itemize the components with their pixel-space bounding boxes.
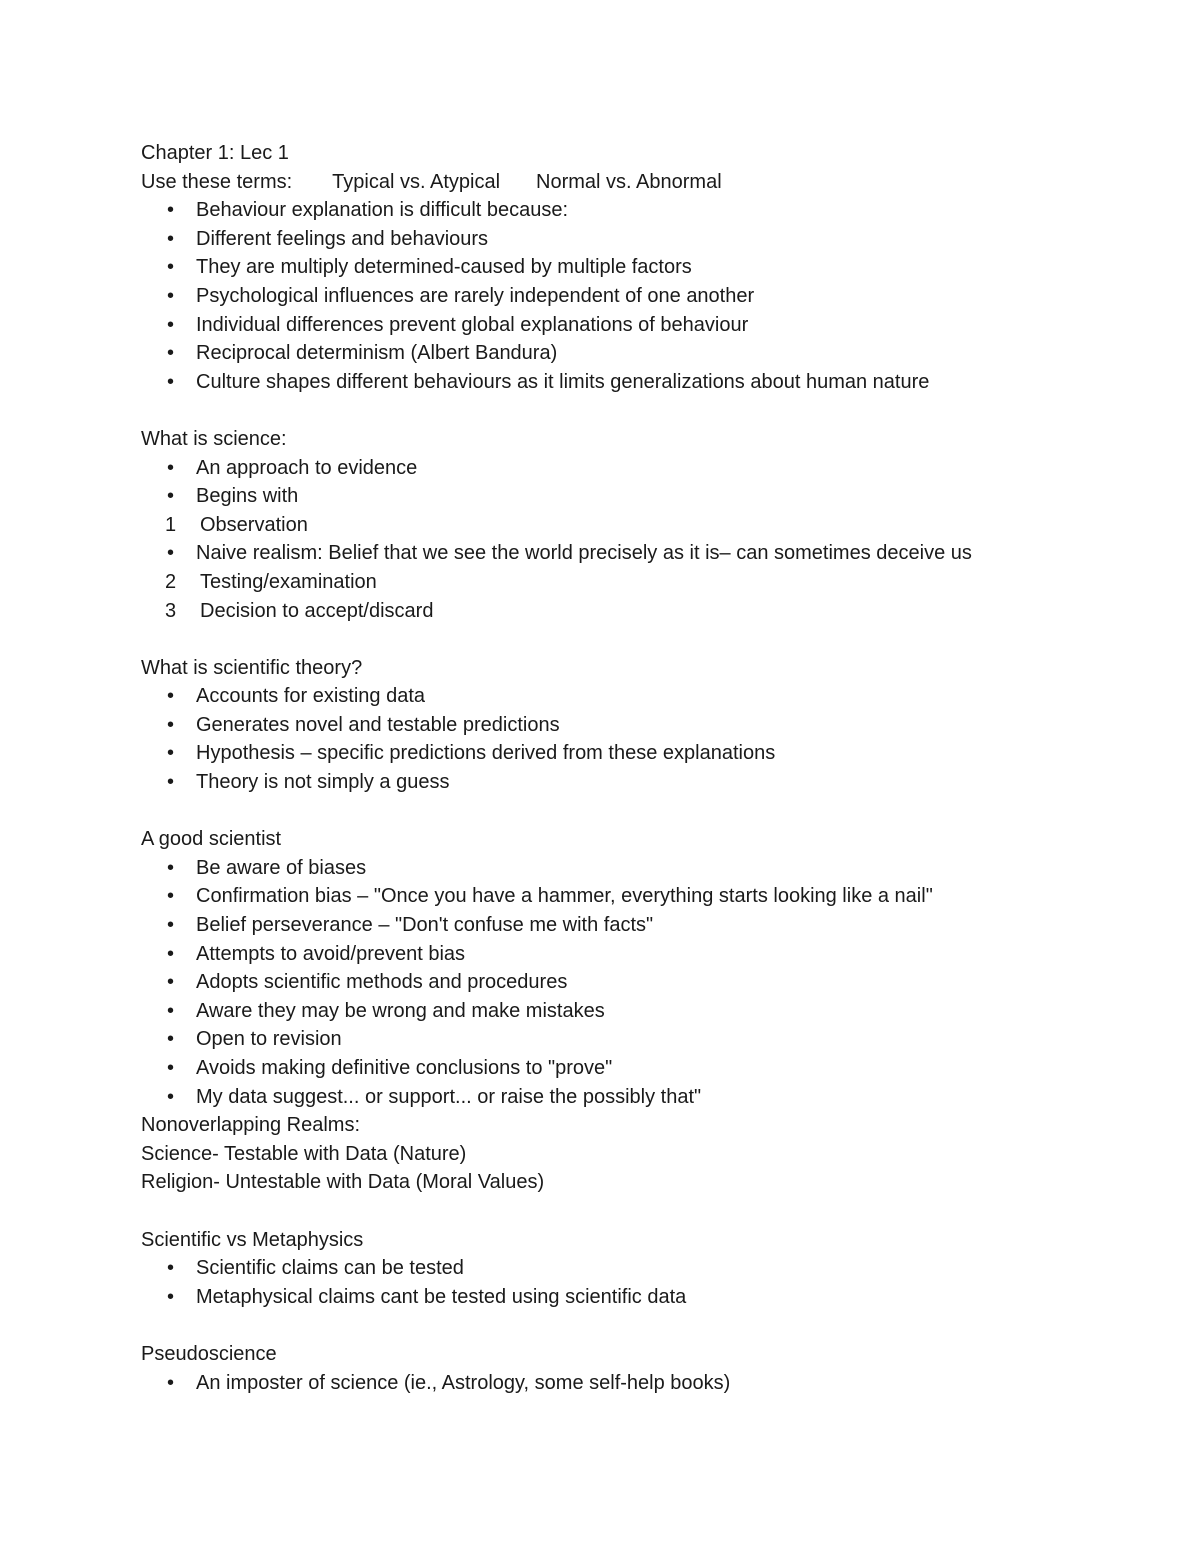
bullet-glyph: • <box>167 1371 175 1394</box>
spacer <box>141 625 1121 654</box>
bullet-glyph: • <box>167 942 175 965</box>
section-heading-science: What is science: <box>141 427 287 450</box>
bullet-glyph: • <box>167 914 175 937</box>
list-item: • Reciprocal determinism (Albert Bandura) <box>141 339 1121 368</box>
list-item: • Hypothesis – specific predictions derived from these explanations <box>141 739 1121 768</box>
bullet-glyph: • <box>167 227 175 250</box>
list-item: • Different feelings and behaviours <box>141 225 1121 254</box>
bullet-glyph: • <box>167 999 175 1022</box>
realms-religion-line: Religion- Untestable with Data (Moral Values) <box>141 1171 545 1194</box>
bullet-glyph: • <box>167 713 175 736</box>
list-item: • Psychological influences are rarely independent of one another <box>141 282 1121 311</box>
list-item: • Accounts for existing data <box>141 682 1121 711</box>
list-item: • Confirmation bias – "Once you have a hammer, everything starts looking like a nail" <box>141 882 1121 911</box>
list-item: • Open to revision <box>141 1025 1121 1054</box>
document-body <box>141 139 1121 1397</box>
bullet-glyph: • <box>167 342 175 365</box>
list-item: • Adopts scientific methods and procedures <box>141 968 1121 997</box>
list-item: • Scientific claims can be tested <box>141 1254 1121 1283</box>
terms-line <box>141 168 1121 197</box>
list-item: • Behaviour explanation is difficult because: <box>141 196 1121 225</box>
section-heading-scientist: A good scientist <box>141 828 282 851</box>
list-item: • Be aware of biases <box>141 854 1121 883</box>
list-item: • My data suggest... or support... or raise the possibly that" <box>141 1083 1121 1112</box>
realms-science-line: Science- Testable with Data (Nature) <box>141 1142 467 1165</box>
numbered-item: 1 Observation <box>141 511 1121 540</box>
section-heading-metaphysics: Scientific vs Metaphysics <box>141 1228 364 1251</box>
list-item: • Individual differences prevent global explanations of behaviour <box>141 311 1121 340</box>
list-item: • Aware they may be wrong and make mistakes <box>141 997 1121 1026</box>
section-heading-pseudoscience: Pseudoscience <box>141 1342 277 1365</box>
spacer <box>141 1197 1121 1226</box>
bullet-glyph: • <box>167 742 175 765</box>
list-item: • An imposter of science (ie., Astrology, some self-help books) <box>141 1369 1121 1398</box>
list-item: • Theory is not simply a guess <box>141 768 1121 797</box>
list-item: • An approach to evidence <box>141 454 1121 483</box>
numbered-item: 2 Testing/examination <box>141 568 1121 597</box>
list-item: • Generates novel and testable predictions <box>141 711 1121 740</box>
item-number: 1 <box>165 513 177 536</box>
bullet-glyph: • <box>167 485 175 508</box>
section-heading-realms: Nonoverlapping Realms: <box>141 1114 361 1137</box>
item-number: 2 <box>165 570 177 593</box>
list-item: • Culture shapes different behaviours as it limits generalizations about human nature <box>141 368 1121 397</box>
bullet-glyph: • <box>167 1028 175 1051</box>
item-number: 3 <box>165 599 177 622</box>
spacer <box>141 396 1121 425</box>
list-item: • Naive realism: Belief that we see the world precisely as it is– can sometimes deceive us <box>141 539 1121 568</box>
bullet-glyph: • <box>167 456 175 479</box>
bullet-glyph: • <box>167 771 175 794</box>
bullet-glyph: • <box>167 1085 175 1108</box>
bullet-glyph: • <box>167 199 175 222</box>
bullet-glyph: • <box>167 885 175 908</box>
list-item: • They are multiply determined-caused by multiple factors <box>141 253 1121 282</box>
bullet-glyph: • <box>167 284 175 307</box>
bullet-glyph: • <box>167 856 175 879</box>
list-item: • Belief perseverance – "Don't confuse me with facts" <box>141 911 1121 940</box>
spacer <box>141 1311 1121 1340</box>
bullet-glyph: • <box>167 313 175 336</box>
bullet-glyph: • <box>167 1285 175 1308</box>
bullet-glyph: • <box>167 370 175 393</box>
numbered-item: 3 Decision to accept/discard <box>141 597 1121 626</box>
list-item: • Begins with <box>141 482 1121 511</box>
bullet-glyph: • <box>167 256 175 279</box>
bullet-glyph: • <box>167 542 175 565</box>
list-item: • Attempts to avoid/prevent bias <box>141 940 1121 969</box>
page-title: Chapter 1: Lec 1 <box>141 142 289 164</box>
bullet-glyph: • <box>167 1257 175 1280</box>
bullet-glyph: • <box>167 971 175 994</box>
terms-pair-normal: Normal vs. Abnormal <box>536 170 722 193</box>
list-item: • Metaphysical claims cant be tested using scientific data <box>141 1283 1121 1312</box>
section-heading-theory: What is scientific theory? <box>141 656 363 679</box>
spacer <box>141 797 1121 826</box>
terms-pair-typical: Typical vs. Atypical <box>332 170 501 193</box>
list-item: • Avoids making definitive conclusions to "prove" <box>141 1054 1121 1083</box>
bullet-glyph: • <box>167 685 175 708</box>
terms-lead: Use these terms: <box>141 170 293 193</box>
bullet-glyph: • <box>167 1057 175 1079</box>
